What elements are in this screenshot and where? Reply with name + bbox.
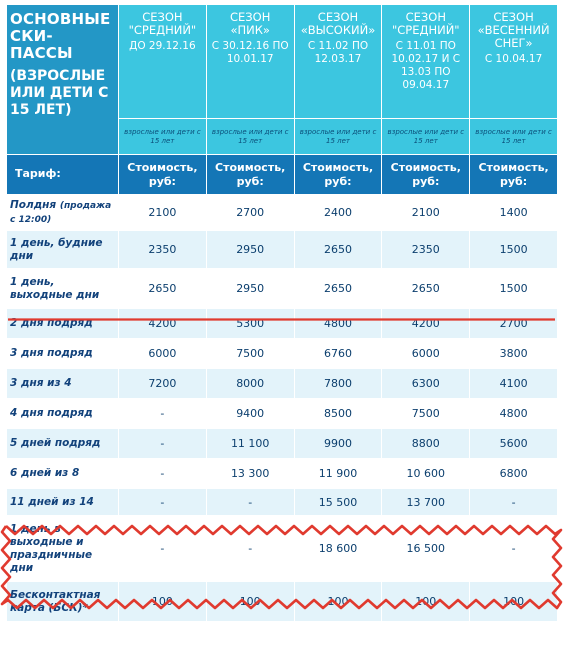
price-cell: 2400: [294, 195, 382, 231]
price-cell: 16 500: [382, 516, 470, 582]
table-row: [7, 195, 558, 231]
price-cell: 3800: [470, 339, 558, 369]
price-cell: -: [470, 516, 558, 582]
table-row: [7, 269, 558, 309]
cost-header: Стоимость, руб:: [206, 155, 294, 195]
table-row: [7, 429, 558, 459]
season-dates: С 11.01 ПО 10.02.17 И С 13.03 ПО 09.04.17: [391, 40, 461, 91]
tariff-label-text: 5 дней подряд: [10, 437, 101, 449]
red-zigzag-highlight: [0, 524, 563, 610]
price-cell: -: [119, 516, 207, 582]
tariff-label-text: 1 день в выходные и праздничные дни: [10, 522, 93, 574]
price-cell: 4200: [119, 309, 207, 339]
tariff-label: [7, 399, 119, 429]
table-row: [7, 339, 558, 369]
price-cell: 4800: [294, 309, 382, 339]
price-cell: 5300: [206, 309, 294, 339]
table-title: ОСНОВНЫЕ СКИ-ПАССЫ: [10, 10, 111, 62]
price-cell: 2700: [470, 309, 558, 339]
season-dates: С 10.04.17: [484, 53, 543, 65]
table-row: [7, 459, 558, 489]
tariff-label-text: 2 дня подряд: [10, 317, 93, 329]
price-cell: 2650: [119, 269, 207, 309]
price-cell: -: [470, 489, 558, 516]
price-cell: 13 700: [382, 489, 470, 516]
table-row: [7, 309, 558, 339]
season-header-2: [294, 5, 382, 119]
price-cell: 8500: [294, 399, 382, 429]
price-cell: 2650: [294, 269, 382, 309]
tariff-label-text: 3 дня подряд: [10, 347, 93, 359]
price-cell: 11 900: [294, 459, 382, 489]
season-dates: ДО 29.12.16: [129, 40, 196, 52]
price-cell: 1400: [470, 195, 558, 231]
tariff-label: [7, 369, 119, 399]
price-cell: 7500: [382, 399, 470, 429]
tariff-label-text: Полдня: [10, 198, 57, 211]
tariff-label: [7, 231, 119, 269]
table-title-cell: [7, 5, 119, 155]
price-cell: 4800: [470, 399, 558, 429]
price-cell: 6760: [294, 339, 382, 369]
season-header-3: [382, 5, 470, 119]
season-dates: С 30.12.16 ПО 10.01.17: [211, 40, 289, 65]
cost-header: Стоимость, руб:: [382, 155, 470, 195]
price-cell: 100: [382, 582, 470, 622]
price-cell: 2650: [294, 231, 382, 269]
table-row: [7, 369, 558, 399]
price-cell: 5600: [470, 429, 558, 459]
season-header-4: [470, 5, 558, 119]
season-note: взрослые или дети с 15 лет: [470, 119, 558, 155]
price-cell: 6000: [119, 339, 207, 369]
tariff-label-text: 3 дня из 4: [10, 377, 72, 389]
tariff-label: [7, 269, 119, 309]
column-header-row: [7, 155, 558, 195]
table-row: [7, 231, 558, 269]
season-note: взрослые или дети с 15 лет: [382, 119, 470, 155]
price-cell: 1500: [470, 269, 558, 309]
season-header-0: [119, 5, 207, 119]
tariff-label-text: 4 дня подряд: [10, 407, 93, 419]
price-cell: 8000: [206, 369, 294, 399]
price-cell: 2100: [119, 195, 207, 231]
season-title: СЕЗОН «ВЫСОКИЙ»: [300, 10, 376, 37]
price-cell: 11 100: [206, 429, 294, 459]
tariff-label: [7, 195, 119, 231]
tariff-label-text: 1 день, выходные дни: [10, 275, 100, 301]
price-cell: 6000: [382, 339, 470, 369]
tariff-label-note: (продажа с 12:00): [10, 200, 112, 225]
tariff-label-text: 1 день, будние дни: [10, 236, 103, 262]
table-row: [7, 399, 558, 429]
table-subtitle: (ВЗРОСЛЫЕ ИЛИ ДЕТИ С 15 ЛЕТ): [10, 68, 109, 118]
table-row: [7, 489, 558, 516]
price-cell: 1500: [470, 231, 558, 269]
price-cell: 100: [206, 582, 294, 622]
tariff-label-text: Бесконтактная карта (БСК)*: [10, 588, 101, 614]
price-cell: 10 600: [382, 459, 470, 489]
price-cell: -: [119, 429, 207, 459]
tariff-label: [7, 309, 119, 339]
season-header-1: [206, 5, 294, 119]
cost-header: Стоимость, руб:: [470, 155, 558, 195]
price-cell: 2100: [382, 195, 470, 231]
price-cell: 2950: [206, 231, 294, 269]
price-cell: -: [119, 399, 207, 429]
price-cell: 7200: [119, 369, 207, 399]
season-title: СЕЗОН "СРЕДНИЙ": [391, 10, 460, 37]
tariff-label-text: 11 дней из 14: [10, 495, 94, 508]
season-title: СЕЗОН "СРЕДНИЙ": [128, 10, 197, 37]
price-cell: -: [206, 516, 294, 582]
red-underline-highlight: [8, 318, 555, 321]
season-note: взрослые или дети с 15 лет: [294, 119, 382, 155]
price-cell: 13 300: [206, 459, 294, 489]
price-cell: 9900: [294, 429, 382, 459]
price-cell: 2650: [382, 269, 470, 309]
tariff-label: [7, 339, 119, 369]
price-cell: 2950: [206, 269, 294, 309]
price-cell: 7500: [206, 339, 294, 369]
price-cell: 15 500: [294, 489, 382, 516]
season-title: СЕЗОН «ВЕСЕННИЙ СНЕГ»: [477, 10, 550, 50]
tariff-label: [7, 429, 119, 459]
price-cell: 100: [470, 582, 558, 622]
cost-header: Стоимость, руб:: [119, 155, 207, 195]
price-cell: 4200: [382, 309, 470, 339]
price-cell: 9400: [206, 399, 294, 429]
tariff-label: [7, 489, 119, 516]
price-cell: 2700: [206, 195, 294, 231]
tariff-header: Тариф:: [7, 155, 119, 195]
price-cell: 6800: [470, 459, 558, 489]
price-cell: -: [119, 489, 207, 516]
season-note: взрослые или дети с 15 лет: [206, 119, 294, 155]
price-cell: 2350: [119, 231, 207, 269]
season-dates: С 11.02 ПО 12.03.17: [307, 40, 369, 65]
cost-header: Стоимость, руб:: [294, 155, 382, 195]
price-cell: -: [119, 459, 207, 489]
price-cell: 100: [119, 582, 207, 622]
price-cell: 100: [294, 582, 382, 622]
price-cell: -: [206, 489, 294, 516]
tariff-label-text: 6 дней из 8: [10, 467, 80, 479]
season-title: СЕЗОН «ПИК»: [230, 10, 271, 37]
price-cell: 7800: [294, 369, 382, 399]
price-cell: 2350: [382, 231, 470, 269]
season-header-row: [7, 5, 558, 119]
tariff-label: [7, 459, 119, 489]
price-cell: 4100: [470, 369, 558, 399]
price-cell: 6300: [382, 369, 470, 399]
price-cell: 8800: [382, 429, 470, 459]
season-note: взрослые или дети с 15 лет: [119, 119, 207, 155]
price-cell: 18 600: [294, 516, 382, 582]
